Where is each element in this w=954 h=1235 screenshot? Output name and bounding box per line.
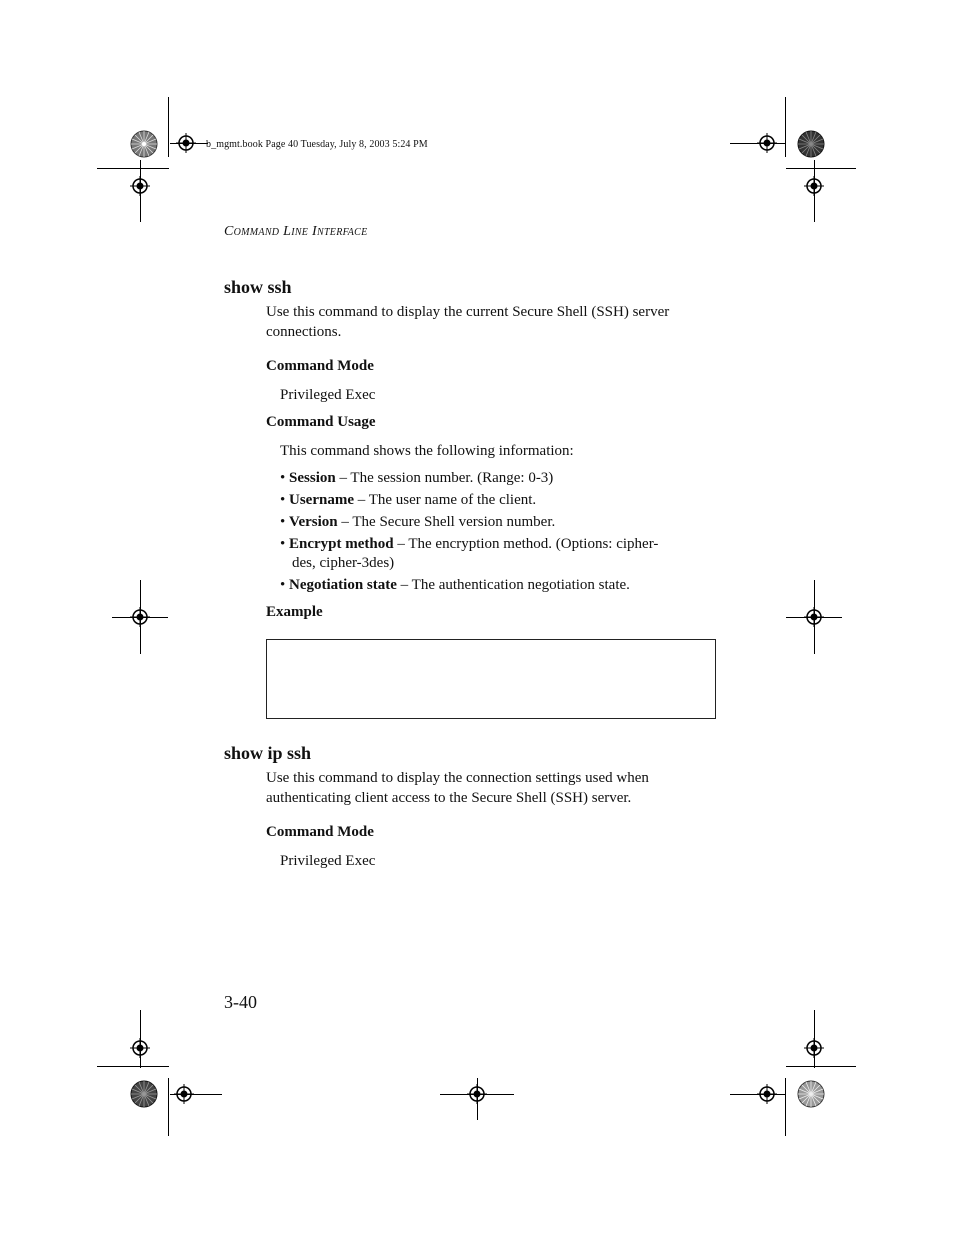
section-title: show ip ssh: [224, 743, 312, 763]
starburst-target-icon: [130, 1080, 158, 1108]
starburst-target-icon: [130, 130, 158, 158]
command-mode-value: Privileged Exec: [280, 387, 376, 403]
command-usage-intro: This command shows the following information:: [280, 443, 574, 459]
section-description: Use this command to display the current Secure Shell (SSH) server connections.: [266, 304, 670, 340]
registration-mark-icon: [804, 1038, 824, 1058]
registration-mark-icon: [804, 176, 824, 196]
list-item: • Username – The user name of the client.: [280, 492, 537, 508]
section-title: show ssh: [224, 277, 292, 297]
page-number: 3-40: [224, 992, 257, 1012]
registration-mark-icon: [176, 133, 196, 153]
registration-mark-icon: [804, 607, 824, 627]
starburst-target-icon: [797, 130, 825, 158]
section-description: Use this command to display the connection settings used when authenticating client access to the Secure Shell (SSH) server.: [266, 770, 649, 806]
example-code-box: [266, 639, 716, 719]
print-slug: b_mgmt.book Page 40 Tuesday, July 8, 2003 5:24 PM: [206, 139, 428, 150]
starburst-target-icon: [797, 1080, 825, 1108]
registration-mark-icon: [130, 1038, 150, 1058]
running-head: Command Line Interface: [224, 224, 368, 239]
command-usage-heading: Command Usage: [266, 414, 376, 430]
list-item: • Version – The Secure Shell version number.: [280, 514, 556, 530]
example-heading: Example: [266, 604, 323, 620]
command-mode-heading: Command Mode: [266, 358, 374, 374]
command-mode-value: Privileged Exec: [280, 853, 376, 869]
info-field-list: [280, 469, 700, 598]
list-item: • Negotiation state – The authentication negotiation state.: [280, 577, 630, 593]
registration-mark-icon: [757, 133, 777, 153]
registration-mark-icon: [174, 1084, 194, 1104]
list-item: • Encrypt method – The encryption method. (Options: cipher-des, cipher-3des): [280, 536, 659, 571]
registration-mark-icon: [130, 607, 150, 627]
registration-mark-icon: [467, 1084, 487, 1104]
registration-mark-icon: [130, 176, 150, 196]
command-mode-heading: Command Mode: [266, 824, 374, 840]
registration-mark-icon: [757, 1084, 777, 1104]
list-item: • Session – The session number. (Range: 0-3): [280, 470, 554, 486]
